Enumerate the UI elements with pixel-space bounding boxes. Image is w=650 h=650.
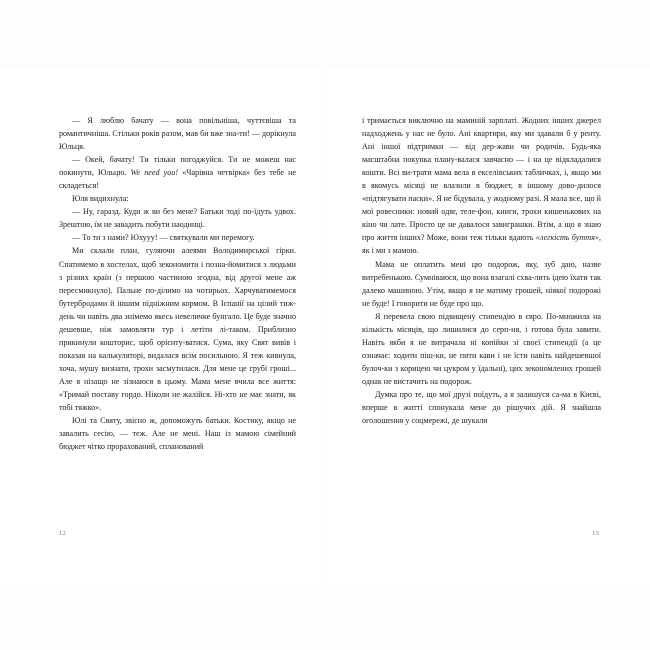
paragraph [59,244,296,414]
emphasis-run: «легкість буття» [535,233,599,243]
page-number-left: 12 [59,530,66,537]
paragraph [362,114,601,258]
text-run: Юлі та Святу, звісно ж, допоможуть батьки. Костику, якщо не завалить сесію, — теж. Але не мені. Наш із мамою сімейний бюджет чітко прорахований, спланований [59,416,296,452]
paragraph [362,258,601,310]
right-page-textblock [362,114,601,427]
page-right [362,114,601,427]
text-run: «Чарівна четвірка» без тебе не складеться! [59,168,296,191]
paragraph [59,231,296,244]
paragraph [362,310,601,388]
text-run: і тримається виключно на маминій зарплаті. Жодних інших джерел надходжень у нас не було. Ані квартири, яку ми здавали б у ренту. Ані іншої підтримки — від дер-жави чи родичів. Будь-яка масштабна покупка плану-валася завчасно — і на це відкладалися кошти. Всі ви-трати мама вела в екселівських табличках, і, якщо ми в якомусь місяці не влазили в бюджет, в іншому дово-дилося «підтягувати паски». Я не бідувала, у жодному разі. Я мала все, що й мої ровесники: новий одяг, теле-фон, книги, трохи кишенькових на кіно чи лате. Просто це не давалося завиграшки. Втім, а що я знаю про життя інших? Може, вони теж тільки вдають [362,116,601,243]
text-run: — То ти з нами? Юхууу! — святкували ми перемогу. [72,233,255,243]
page-left [59,114,296,453]
text-run: — Ну, гаразд. Куди ж ви без мене? Батьки тоді по-їдуть удвох. Зрештою, їм не завадить побути наодинці. [59,207,296,230]
paragraph [362,388,601,427]
paragraph [59,414,296,453]
paragraph [59,205,296,231]
text-run: — Окей, бачату! Ти тільки погоджуйся. Ти не можеш нас покинути, Юльцю. [59,155,296,178]
text-run: Юля видихнула: [72,194,129,204]
page-number-right: 13 [592,530,599,537]
text-run: Думка про те, що мої друзі поїдуть, а я залишуся са-ма в Києві, вперше в житті спонукала мене до рішучих дій. Я знайшла оголошення у соцмережі, де шукали [362,389,601,426]
paragraph [59,192,296,205]
emphasis-run: We need you! [130,168,179,178]
text-run: — Я люблю бачату — вона повільніша, чуттєвіша та романтичніша. Стільки років разом, мав би вже зна-ти! — дорікнула Юльця. [59,116,296,152]
text-run: , як і ми з мамою. [362,233,601,256]
text-run: Я перевела свою підвищену стипендію в євро. По-множила на кількість місяців, що лишилися до серп-ня, і готова була завити. Навіть якби я не витрачала ні копійки зі своєї стипендії (а це означає: ходити піш-ки, не пити кави і не їсти навіть найдешевшої булоч-ки з корицею чи цукром у їдальні), цих зекономлених грошей однак не вистачить на подорож. [362,311,601,386]
paragraph [59,114,296,153]
text-run: Мама не оплатить мені цю подорож, яку, зуб даю, назве витребенькою. Сумніваюся, що вона взагалі схва-лить ідею їхати так далеко машиною. Утім, якщо я не матиму грошей, ніякої подорожі не буде! І говорити не буде про що. [362,259,601,308]
paragraph [59,153,296,192]
left-page-textblock [59,114,296,453]
text-run: Ми склали план, гуляючи алеями Володимирської гірки. Спатимемо в хостелах, щоб зекономити і позна-йомитися з людьми з різних країн (з першою частиною згодна, від другої мене аж пересмикнуло). Пальне по-ділимо на чотирьох. Харчуватимемося бутербродами й іншим підніжним кормом. В Іспанії на цілий тиж-день чи навіть два знімемо якесь невеличке бунгало. Це буде значно дешевше, ніж замовляти тур і летіти лі-таком. Приблизно прикинули кошторис, щоб орієнту-ватися. Сума, яку Свят вивів і показав на калькуляторі, видалася всім посильною. Я теж кивнула, хоча, мушу визнати, трохи засмутилася. Для мене це грубі гроші... Але я нізащо не зізнаюся в цьому. Мама мене вчила все життя: «Тримай поставу гордо. Ніколи не жалійся. Ні-хто не має знати, як тобі тяжко». [59,246,296,413]
